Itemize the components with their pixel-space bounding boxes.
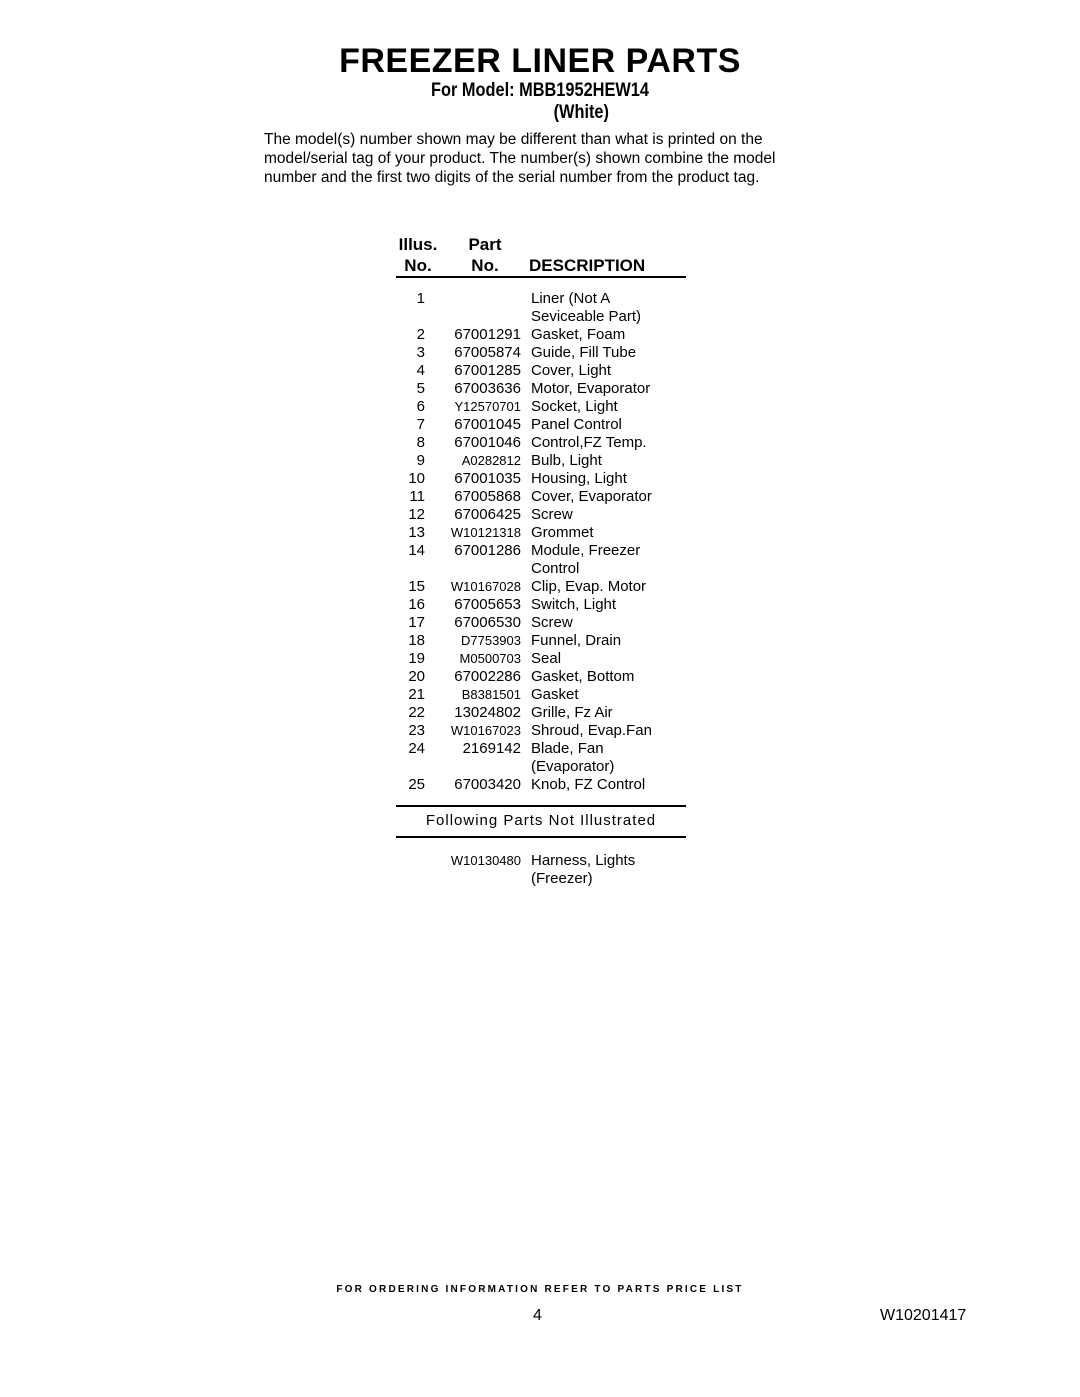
part-description: Grommet — [531, 524, 594, 541]
table-row — [0, 722, 1080, 740]
illus-number: 18 — [408, 632, 425, 649]
illus-number: 22 — [408, 704, 425, 721]
table-row — [0, 596, 1080, 614]
part-description: Control — [531, 560, 580, 577]
part-number: 67001046 — [454, 434, 521, 451]
table-row — [0, 776, 1080, 794]
table-header — [0, 234, 1080, 278]
illus-number: 3 — [416, 344, 425, 361]
illus-number: 21 — [408, 686, 425, 703]
model-color-line: (White) — [553, 102, 609, 123]
illus-number: 23 — [408, 722, 425, 739]
illus-number: 5 — [416, 380, 425, 397]
part-number: A0282812 — [461, 453, 521, 468]
table-row — [0, 632, 1080, 650]
part-number: 67006530 — [454, 614, 521, 631]
part-description: Screw — [531, 506, 573, 523]
part-number: 67005868 — [454, 488, 521, 505]
illus-number: 1 — [416, 290, 425, 307]
part-description: Grille, Fz Air — [531, 704, 613, 721]
part-description: Funnel, Drain — [531, 632, 622, 649]
intro-paragraph: The model(s) number shown may be different than what is printed on the model/serial tag of your product. The number(s) shown combine the model number and the first two digits of the serial number from the product tag. — [264, 131, 776, 186]
part-number: D7753903 — [461, 633, 521, 648]
table-row — [0, 380, 1080, 398]
table-row — [0, 416, 1080, 434]
page-number: 4 — [533, 1307, 542, 1324]
part-number: 2169142 — [462, 740, 521, 757]
part-description: (Evaporator) — [531, 758, 615, 775]
part-number: 67003636 — [454, 380, 521, 397]
part-number: B8381501 — [461, 687, 521, 702]
illus-number: 16 — [408, 596, 425, 613]
table-row — [0, 852, 1080, 870]
illus-number: 25 — [408, 776, 425, 793]
document-number: W10201417 — [880, 1307, 967, 1324]
illus-number: 20 — [408, 668, 425, 685]
illus-number: 6 — [416, 398, 425, 415]
table-row — [0, 506, 1080, 524]
section-divider-top — [396, 805, 686, 807]
table-row-continuation — [0, 870, 1080, 888]
part-number: W10121318 — [450, 525, 521, 540]
part-description: Panel Control — [531, 416, 622, 433]
part-number: M0500703 — [459, 651, 521, 666]
table-row — [0, 614, 1080, 632]
table-row — [0, 578, 1080, 596]
part-number: 67001045 — [454, 416, 521, 433]
table-row — [0, 704, 1080, 722]
illus-number: 2 — [416, 326, 425, 343]
part-description: Control,FZ Temp. — [531, 434, 647, 451]
illus-number: 10 — [408, 470, 425, 487]
part-description: Cover, Evaporator — [531, 488, 652, 505]
part-description: Bulb, Light — [531, 452, 602, 469]
part-number: 67001286 — [454, 542, 521, 559]
part-description: Socket, Light — [531, 398, 618, 415]
part-description: Liner (Not A — [531, 290, 611, 307]
part-number: W10167028 — [450, 579, 521, 594]
part-description: Housing, Light — [531, 470, 627, 487]
table-row-continuation — [0, 308, 1080, 326]
part-description: Motor, Evaporator — [531, 380, 651, 397]
part-number: 67001291 — [454, 326, 521, 343]
illus-number: 17 — [408, 614, 425, 631]
part-description: Clip, Evap. Motor — [531, 578, 647, 595]
part-number: 67002286 — [454, 668, 521, 685]
part-description: Gasket, Bottom — [531, 668, 635, 685]
part-description: Module, Freezer — [531, 542, 641, 559]
table-row-continuation — [0, 560, 1080, 578]
part-number: Y12570701 — [454, 399, 521, 414]
part-description: Seviceable Part) — [531, 308, 642, 325]
ordering-note: FOR ORDERING INFORMATION REFER TO PARTS PRICE LIST — [336, 1284, 744, 1295]
model-heading — [76, 80, 1005, 124]
part-number: W10167023 — [450, 723, 521, 738]
part-no-header: Part No. — [468, 235, 502, 275]
table-row — [0, 524, 1080, 542]
illus-number: 13 — [408, 524, 425, 541]
table-row — [0, 650, 1080, 668]
table-row — [0, 452, 1080, 470]
table-row — [0, 344, 1080, 362]
table-row — [0, 686, 1080, 704]
illus-number: 7 — [416, 416, 425, 433]
illus-number: 24 — [408, 740, 425, 757]
part-description: Blade, Fan — [531, 740, 604, 757]
not-illustrated-list — [0, 852, 1080, 888]
illus-number: 4 — [416, 362, 425, 379]
table-row — [0, 434, 1080, 452]
part-description: Switch, Light — [531, 596, 617, 613]
table-row — [0, 290, 1080, 308]
table-row-continuation — [0, 758, 1080, 776]
model-number-line: For Model: MBB1952HEW14 — [431, 80, 649, 101]
part-number: W10130480 — [450, 853, 521, 868]
table-row — [0, 740, 1080, 758]
illus-number: 15 — [408, 578, 425, 595]
part-description: Gasket — [531, 686, 579, 703]
part-description: Shroud, Evap.Fan — [531, 722, 652, 739]
part-number: 67001285 — [454, 362, 521, 379]
part-number: 67001035 — [454, 470, 521, 487]
part-description: Screw — [531, 614, 573, 631]
page-title: FREEZER LINER PARTS — [339, 42, 741, 80]
illus-no-header: Illus. No. — [398, 235, 438, 275]
table-row — [0, 470, 1080, 488]
illus-number: 19 — [408, 650, 425, 667]
section-divider-bottom — [396, 836, 686, 838]
table-row — [0, 488, 1080, 506]
description-header: DESCRIPTION — [529, 256, 646, 275]
part-description: Cover, Light — [531, 362, 612, 379]
illus-number: 14 — [408, 542, 425, 559]
part-description: Knob, FZ Control — [531, 776, 646, 793]
table-row — [0, 668, 1080, 686]
illus-number: 8 — [416, 434, 425, 451]
table-row — [0, 362, 1080, 380]
part-number: 67005653 — [454, 596, 521, 613]
part-number: 67003420 — [454, 776, 521, 793]
table-row — [0, 542, 1080, 560]
table-row — [0, 398, 1080, 416]
part-description: Guide, Fill Tube — [531, 344, 637, 361]
part-description: Gasket, Foam — [531, 326, 626, 343]
part-description: Harness, Lights — [531, 852, 636, 869]
parts-list — [0, 290, 1080, 794]
illus-number: 9 — [416, 452, 425, 469]
illus-number: 12 — [408, 506, 425, 523]
illus-number: 11 — [409, 488, 425, 505]
table-row — [0, 326, 1080, 344]
header-divider — [396, 276, 686, 278]
part-description: Seal — [531, 650, 562, 667]
part-number: 67006425 — [454, 506, 521, 523]
not-illustrated-label: Following Parts Not Illustrated — [425, 812, 657, 829]
part-number: 67005874 — [454, 344, 521, 361]
part-description: (Freezer) — [531, 870, 593, 887]
part-number: 13024802 — [454, 704, 521, 721]
